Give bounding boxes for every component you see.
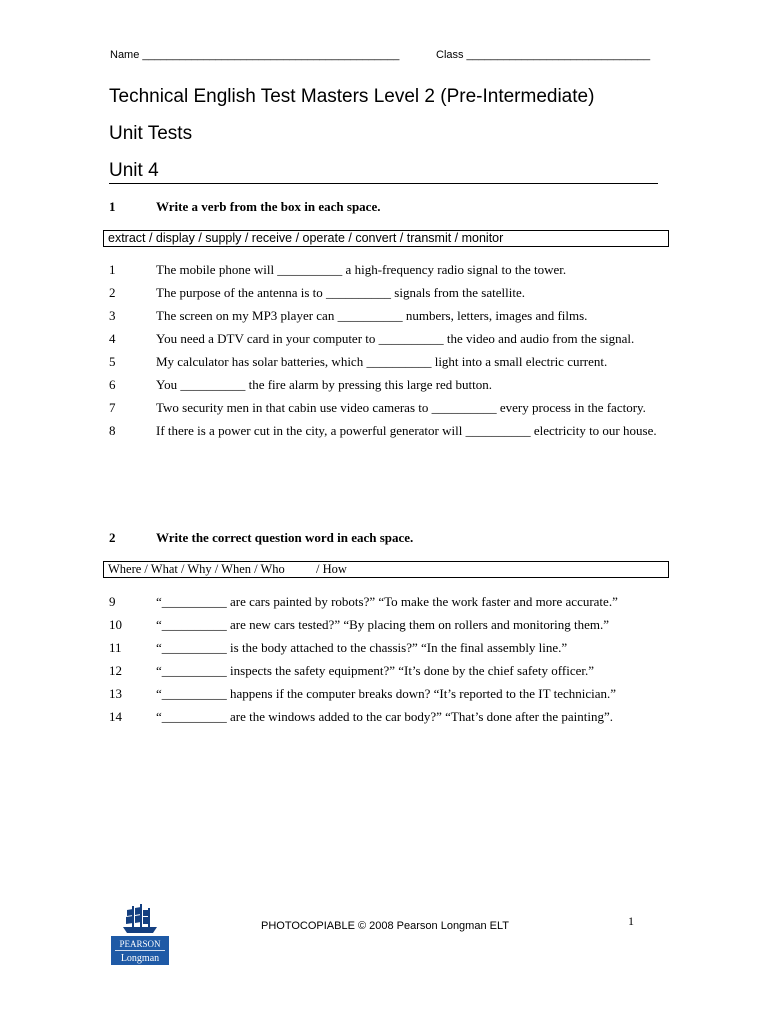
question-text: You __________ the fire alarm by pressing this large red button. bbox=[156, 377, 493, 392]
question-text: “__________ are new cars tested?” “By placing them on rollers and monitoring them.” bbox=[156, 617, 610, 632]
logo-text-bottom: Longman bbox=[120, 953, 160, 964]
question-item bbox=[109, 350, 664, 373]
section-2-number: 2 bbox=[109, 530, 116, 545]
question-number: 2 bbox=[109, 285, 116, 300]
question-item bbox=[109, 419, 664, 442]
question-text: The screen on my MP3 player can __________ numbers, letters, images and films. bbox=[156, 308, 588, 323]
question-text: “__________ are cars painted by robots?” “To make the work faster and more accurate.” bbox=[156, 594, 618, 609]
question-item bbox=[109, 636, 664, 659]
copyright-notice: PHOTOCOPIABLE © 2008 Pearson Longman ELT bbox=[261, 920, 509, 932]
question-number: 12 bbox=[109, 663, 122, 678]
question-item bbox=[109, 396, 664, 419]
section-1-heading bbox=[109, 199, 380, 215]
question-text: The purpose of the antenna is to __________ signals from the satellite. bbox=[156, 285, 525, 300]
section-1-instruction: Write a verb from the box in each space. bbox=[156, 199, 381, 214]
question-item bbox=[109, 281, 664, 304]
unit-heading: Unit 4 bbox=[109, 160, 159, 181]
question-item bbox=[109, 659, 664, 682]
question-item bbox=[109, 590, 664, 613]
question-item bbox=[109, 682, 664, 705]
name-field-label: Name __________________________________________ bbox=[110, 49, 400, 61]
pearson-longman-logo bbox=[111, 903, 169, 970]
question-number: 14 bbox=[109, 709, 122, 724]
ship-logo-icon bbox=[111, 903, 169, 965]
question-number: 5 bbox=[109, 354, 116, 369]
section-2-heading bbox=[109, 530, 413, 546]
question-number: 4 bbox=[109, 331, 116, 346]
question-item bbox=[109, 373, 664, 396]
class-field-label: Class ______________________________ bbox=[436, 49, 651, 61]
question-number: 9 bbox=[109, 594, 116, 609]
question-text: My calculator has solar batteries, which __________ light into a small electric current. bbox=[156, 354, 608, 369]
page-number: 1 bbox=[628, 914, 634, 928]
document-title: Technical English Test Masters Level 2 (Pre-Intermediate) bbox=[109, 86, 595, 107]
section-1-number: 1 bbox=[109, 199, 116, 214]
section-2-questions bbox=[109, 590, 664, 728]
question-item bbox=[109, 613, 664, 636]
question-number: 1 bbox=[109, 262, 116, 277]
question-text: “__________ happens if the computer breaks down? “It’s reported to the IT technician.” bbox=[156, 686, 617, 701]
question-text: You need a DTV card in your computer to __________ the video and audio from the signal. bbox=[156, 331, 635, 346]
question-number: 7 bbox=[109, 400, 116, 415]
section-2-instruction: Write the correct question word in each space. bbox=[156, 530, 414, 545]
section-2-word-box: Where / What / Why / When / Who / How bbox=[103, 561, 669, 578]
question-text: The mobile phone will __________ a high-frequency radio signal to the tower. bbox=[156, 262, 567, 277]
question-number: 6 bbox=[109, 377, 116, 392]
question-item bbox=[109, 705, 664, 728]
question-number: 10 bbox=[109, 617, 122, 632]
question-number: 13 bbox=[109, 686, 122, 701]
question-text: “__________ is the body attached to the chassis?” “In the final assembly line.” bbox=[156, 640, 568, 655]
section-1-questions bbox=[109, 258, 664, 442]
question-text: “__________ are the windows added to the car body?” “That’s done after the painting”. bbox=[156, 709, 614, 724]
unit-divider bbox=[109, 183, 658, 184]
section-1-word-box: extract / display / supply / receive / operate / convert / transmit / monitor bbox=[103, 230, 669, 247]
question-item bbox=[109, 304, 664, 327]
question-item bbox=[109, 258, 664, 281]
question-text: Two security men in that cabin use video cameras to __________ every process in the factory. bbox=[156, 400, 646, 415]
question-number: 8 bbox=[109, 423, 116, 438]
question-number: 11 bbox=[109, 640, 122, 655]
question-text: If there is a power cut in the city, a powerful generator will __________ electricity to our house. bbox=[156, 423, 657, 438]
document-subtitle: Unit Tests bbox=[109, 123, 193, 144]
question-item bbox=[109, 327, 664, 350]
logo-text-top: PEARSON bbox=[119, 939, 161, 949]
question-text: “__________ inspects the safety equipment?” “It’s done by the chief safety officer.” bbox=[156, 663, 595, 678]
question-number: 3 bbox=[109, 308, 116, 323]
